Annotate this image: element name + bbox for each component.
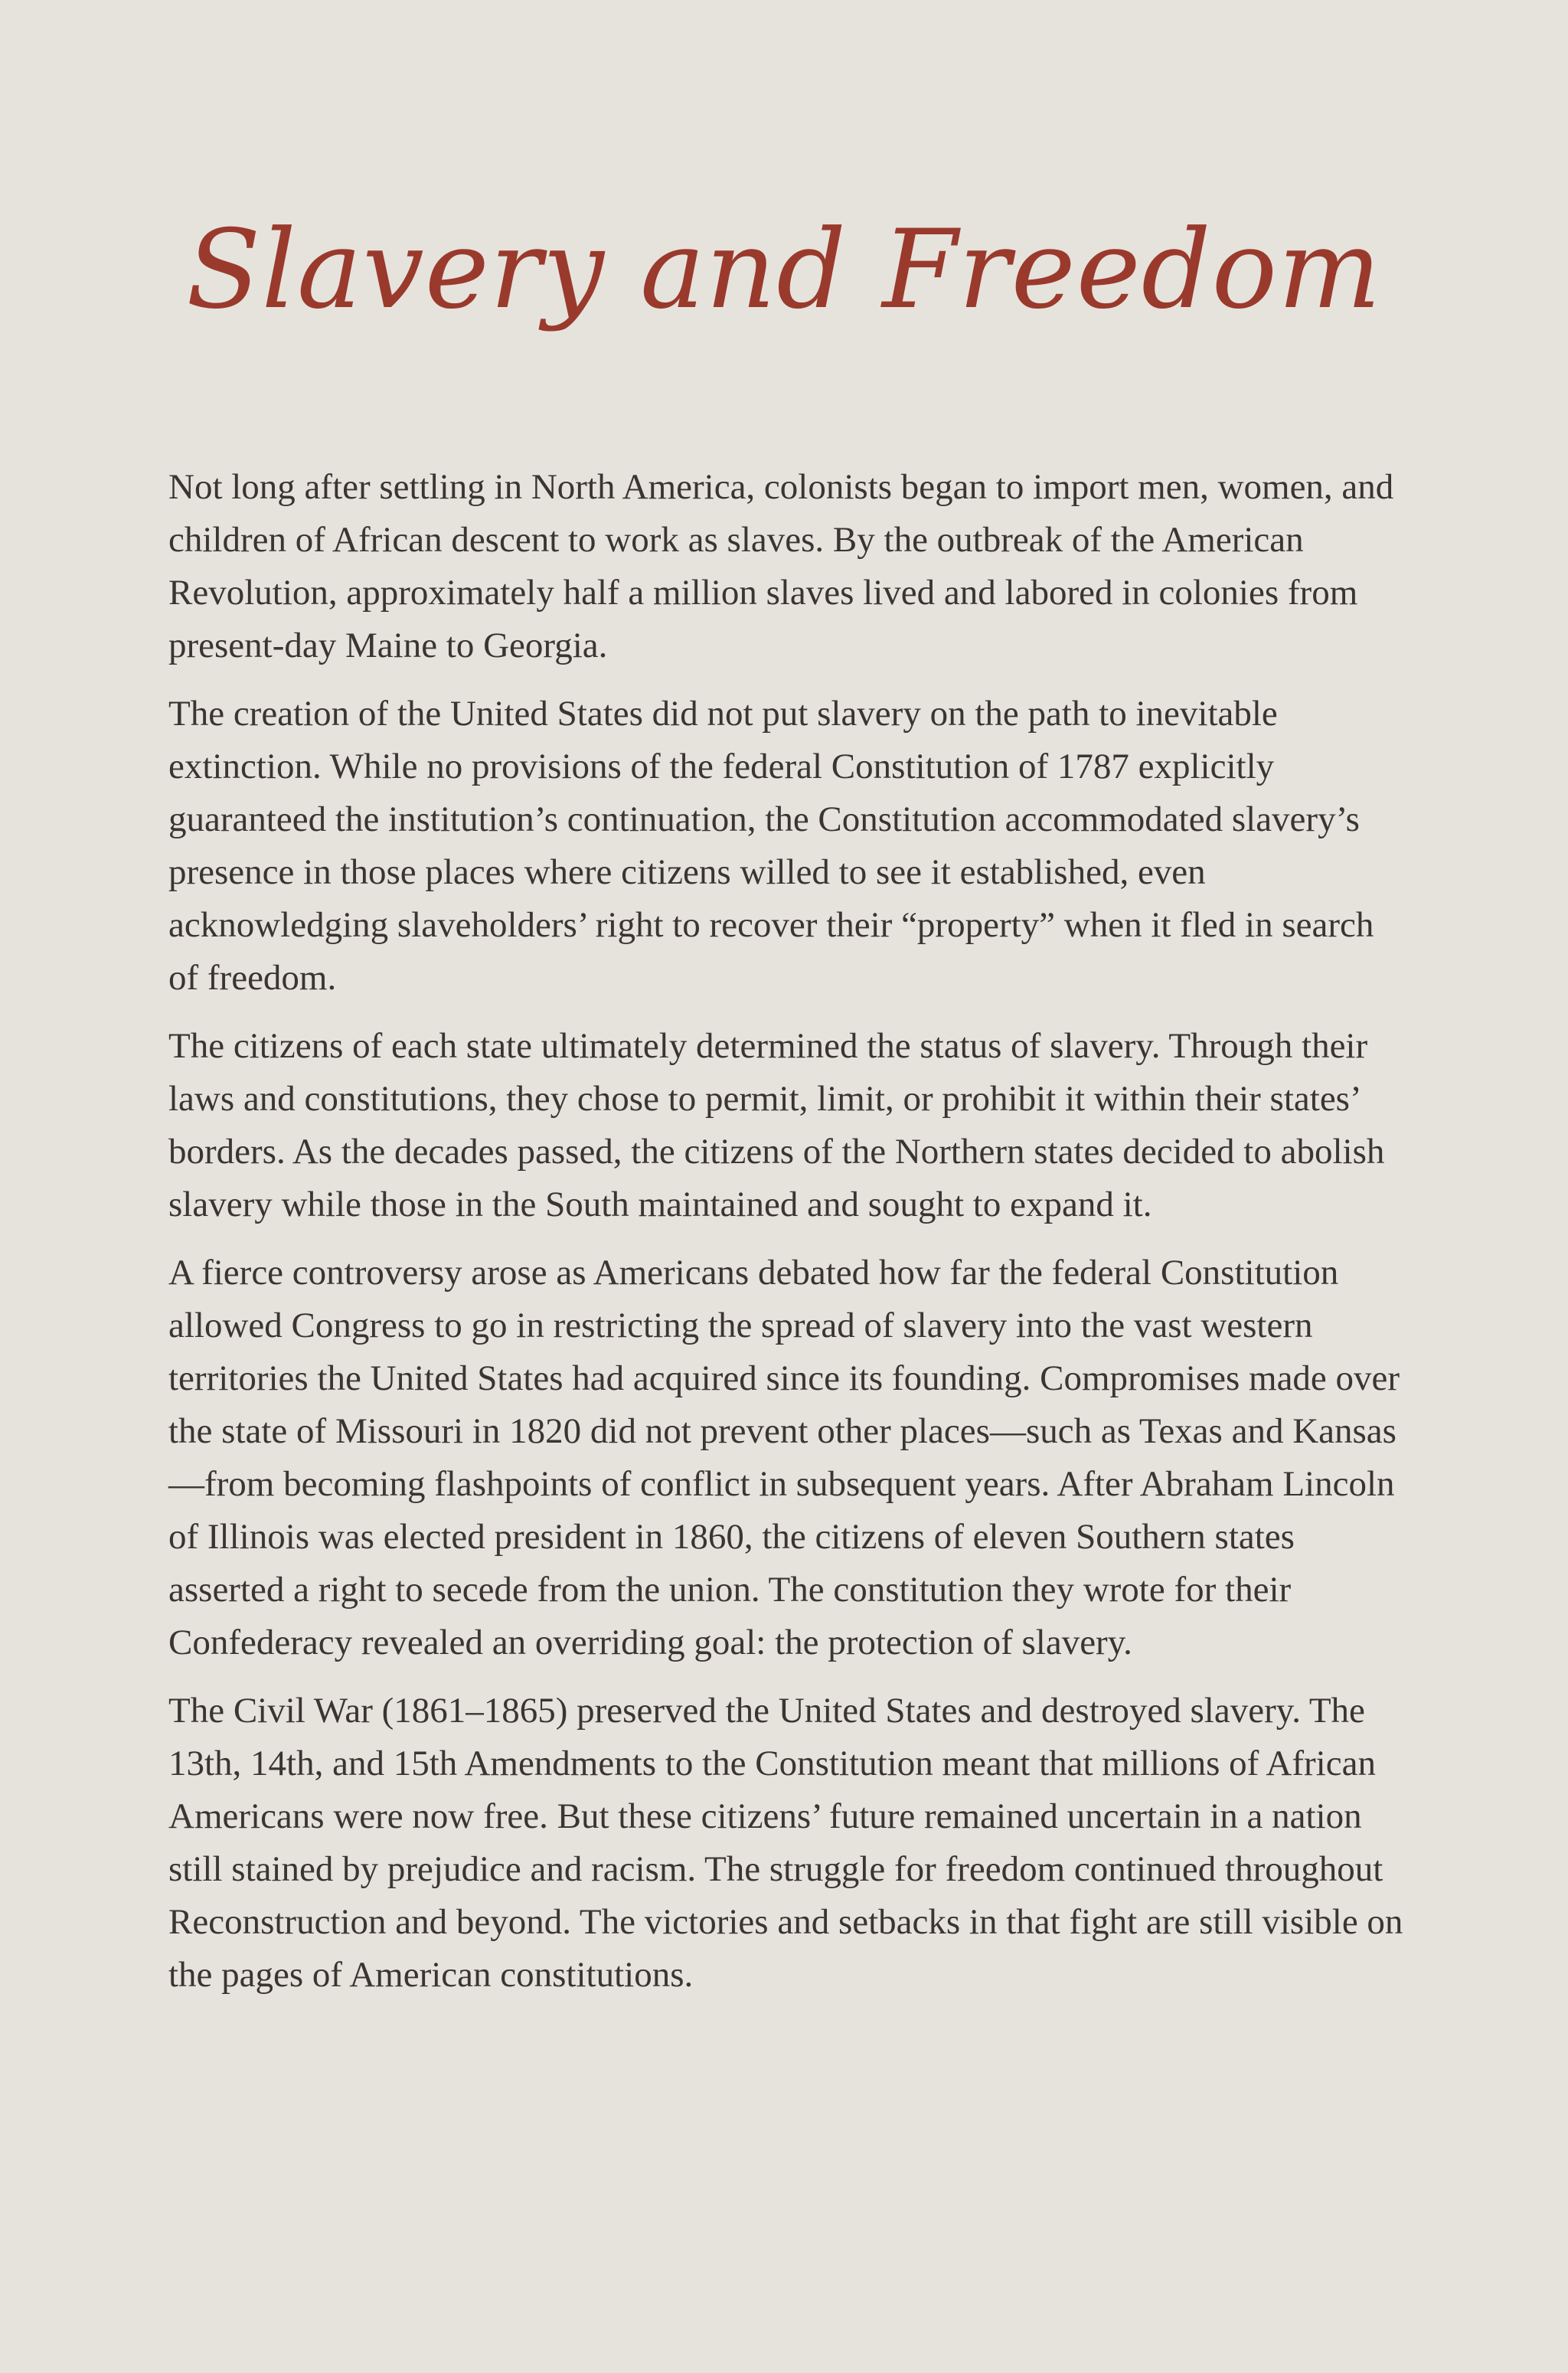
page-title: Slavery and Freedom	[186, 207, 1382, 333]
paragraph-1: Not long after settling in North America, colonists began to import men, women, and children of African descent to work as slaves. By the outbreak of the American Revolution, approximately half a million slaves lived and labored in colonies from present-day Maine to Georgia.	[168, 467, 1394, 665]
paragraph-3: The citizens of each state ultimately determined the status of slavery. Through their laws and constitutions, they chose to permit, limit, or prohibit it within their states’ borders. As the decades passed, the citizens of the Northern states decided to abolish slavery while those in the South maintained and sought to expand it.	[168, 1026, 1385, 1224]
paragraph-2: The creation of the United States did not put slavery on the path to inevitable extinction. While no provisions of the federal Constitution of 1787 explicitly guaranteed the institution’s continuation, the Constitution accommodated slavery’s presence in those places where citizens willed to see it established, even acknowledging slaveholders’ right to recover their “property” when it fled in search of freedom.	[168, 694, 1374, 998]
paragraph-5: The Civil War (1861–1865) preserved the United States and destroyed slavery. The 13th, 14th, and 15th Amendments to the Constitution meant that millions of African Americans were now free. But these citizens’ future remained uncertain in a nation still stained by prejudice and racism. The struggle for freedom continued throughout Reconstruction and beyond. The victories and setbacks in that fight are still visible on the pages of American constitutions.	[168, 1691, 1403, 1995]
body-text	[168, 461, 1409, 2017]
paragraph-4: A fierce controversy arose as Americans debated how far the federal Constitution allowed Congress to go in restricting the spread of slavery into the vast western territories the United States had acquired since its founding. Compromises made over the state of Missouri in 1820 did not prevent other places—such as Texas and Kansas—from becoming flashpoints of conflict in subsequent years. After Abraham Lincoln of Illinois was elected president in 1860, the citizens of eleven Southern states asserted a right to secede from the union. The constitution they wrote for their Confederacy revealed an overriding goal: the protection of slavery.	[168, 1253, 1400, 1662]
